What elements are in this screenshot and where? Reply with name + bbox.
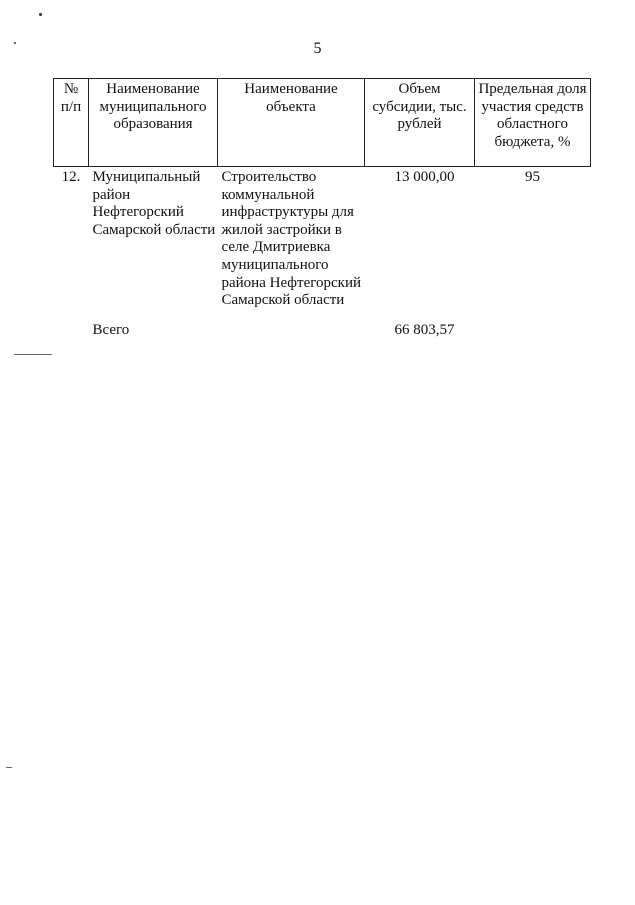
row-amount: 13 000,00 <box>394 169 455 185</box>
header-municipality: Наименование муниципального образования <box>89 79 218 167</box>
total-amount: 66 803,57 <box>394 321 455 338</box>
total-label: Всего <box>92 321 130 338</box>
table-header-row <box>54 79 591 167</box>
row-number: 12. <box>61 169 81 185</box>
row-object: Строительство коммунальной инфраструктуры для жилой застройки в селе Дмитриевка муниципального района Нефтегорский Самарской области <box>221 169 362 309</box>
table-row <box>54 167 591 310</box>
header-object: Наименование объекта <box>218 79 365 167</box>
total-row <box>54 310 591 340</box>
header-share: Предельная доля участия средств областного бюджета, % <box>475 79 591 167</box>
subsidy-table <box>53 78 591 339</box>
header-amount: Объем субсидии, тыс. рублей <box>365 79 475 167</box>
page-number: 5 <box>313 40 322 57</box>
scan-mark <box>14 354 52 355</box>
header-number: № п/п <box>54 79 89 167</box>
scan-mark <box>6 767 12 768</box>
scan-speck <box>14 42 16 44</box>
row-municipality: Муниципальный район Нефтегорский Самарской области <box>92 169 216 238</box>
scan-speck <box>39 13 42 16</box>
row-share: 95 <box>525 169 540 185</box>
